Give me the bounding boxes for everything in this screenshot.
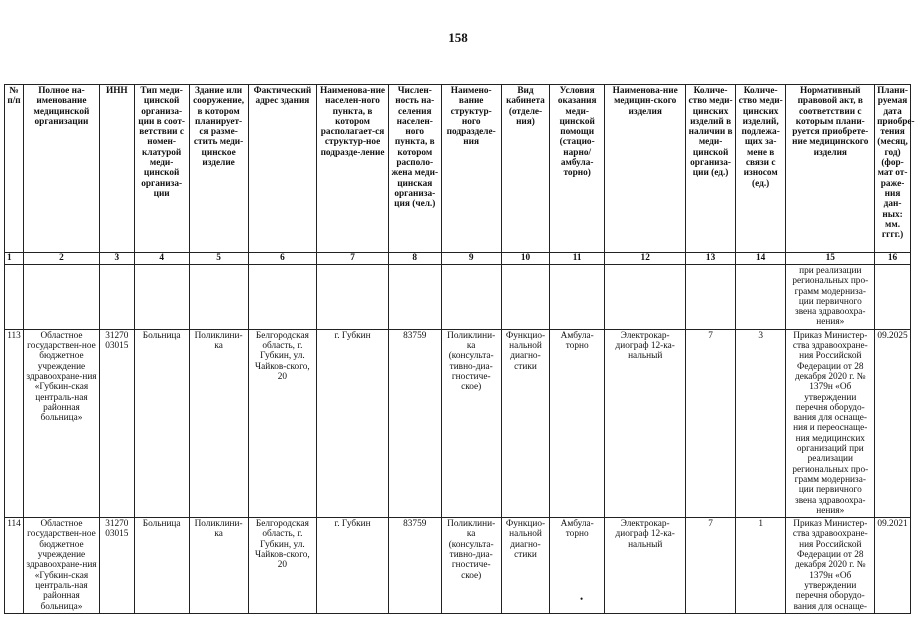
inn: 31270 03015: [99, 518, 134, 614]
column-number: 5: [189, 253, 248, 265]
scan-speck: •: [580, 594, 584, 604]
header-cell: Полное на-именование медицинской организации: [23, 85, 99, 253]
planned-date: 09.2021: [875, 518, 911, 614]
header-cell: Наименова-ние населен-ного пункта, в котором располагает-ся структур-ное подразде-ление: [317, 85, 389, 253]
settlement: г. Губкин: [317, 518, 389, 614]
table-row: [5, 329, 911, 517]
qty-replace: 1: [735, 518, 786, 614]
column-number: 15: [786, 253, 875, 265]
inn: 31270 03015: [99, 329, 134, 517]
building: Поликлини-ка: [189, 518, 248, 614]
column-number-row: [5, 253, 911, 265]
unit: Поликлини-ка (консульта-тивно-диа-гностиче-ское): [441, 518, 501, 614]
population: 83759: [388, 329, 441, 517]
column-number: 9: [441, 253, 501, 265]
org-name: Областное государствен-ное бюджетное учреждение здравоохране-ния «Губкин-ская централь-ная районная больница»: [23, 329, 99, 517]
unit: Поликлини-ка (консульта-тивно-диа-гностиче-ское): [441, 329, 501, 517]
conditions: Амбула-торно: [550, 518, 605, 614]
column-number: 4: [134, 253, 189, 265]
column-number: 7: [317, 253, 389, 265]
header-cell: № п/п: [5, 85, 24, 253]
header-cell: Наимено-вание структур-ного подразделе-ния: [441, 85, 501, 253]
header-cell: ИНН: [99, 85, 134, 253]
header-cell: Фактический адрес здания: [248, 85, 317, 253]
org-type: Больница: [134, 518, 189, 614]
org-type: Больница: [134, 329, 189, 517]
settlement: г. Губкин: [317, 329, 389, 517]
continuation-row: [5, 265, 911, 330]
header-cell: Тип меди-цинской организа-ции в соот-ветствии с номен-клатурой меди-цинской организа-ции: [134, 85, 189, 253]
column-number: 6: [248, 253, 317, 265]
qty-available: 7: [686, 518, 736, 614]
column-number: 8: [388, 253, 441, 265]
header-cell: Наименова-ние медицин-ского изделия: [605, 85, 686, 253]
cabinet: Функцио-нальной диагно-стики: [501, 518, 550, 614]
header-cell: Количе-ство меди-цинских изделий, подлежа-щих за-мене в связи с износом (ед.): [735, 85, 786, 253]
header-cell: Числен-ность на-селения населен-ного пункта, в котором располо-жена меди-цинская организа-ция (чел.): [388, 85, 441, 253]
column-number: 14: [735, 253, 786, 265]
column-number: 11: [550, 253, 605, 265]
table-row: [5, 518, 911, 614]
equipment-table: [4, 84, 915, 614]
column-number: 2: [23, 253, 99, 265]
header-row: [5, 85, 911, 253]
header-cell: Условия оказания меди-цинской помощи (стацио-нарно/ амбула-торно): [550, 85, 605, 253]
conditions: Амбула-торно: [550, 329, 605, 517]
row-number: 114: [5, 518, 24, 614]
column-number: 13: [686, 253, 736, 265]
column-number: 16: [875, 253, 911, 265]
qty-replace: 3: [735, 329, 786, 517]
building: Поликлини-ка: [189, 329, 248, 517]
header-cell: Плани-руемая дата приобре-тения (месяц, год) (фор-мат от-раже-ния дан-ных: мм. гггг.): [875, 85, 911, 253]
header-cell: Вид кабинета (отделе-ния): [501, 85, 550, 253]
legal-act: Приказ Министер-ства здравоохране-ния Российской Федерации от 28 декабря 2020 г. № 1379н «Об утверждении перечня оборудо-вания для оснаще-ния и переоснаще-ния медицинских организаций при реализации региональных про-грамм модерниза-ции первичного звена здравоохра-нения»: [786, 329, 875, 517]
address: Белгородская область, г. Губкин, ул. Чайков-ского, 20: [248, 518, 317, 614]
device: Электрокар-диограф 12-ка-нальный: [605, 518, 686, 614]
row-number: 113: [5, 329, 24, 517]
qty-available: 7: [686, 329, 736, 517]
header-cell: Нормативный правовой акт, в соответствии с которым плани-руется приобрете-ние медицинского изделия: [786, 85, 875, 253]
column-number: 10: [501, 253, 550, 265]
header-cell: Количе-ство меди-цинских изделий в наличии в меди-цинской организа-ции (ед.): [686, 85, 736, 253]
page-number: 158: [448, 30, 468, 45]
population: 83759: [388, 518, 441, 614]
continuation-text: при реализации региональных про-грамм модерниза-ции первичного звена здравоохра-нения»: [786, 265, 875, 330]
cabinet: Функцио-нальной диагно-стики: [501, 329, 550, 517]
column-number: 1: [5, 253, 24, 265]
column-number: 12: [605, 253, 686, 265]
planned-date: 09.2025: [875, 329, 911, 517]
header-cell: Здание или сооружение, в котором планирует-ся разме-стить меди-цинское изделие: [189, 85, 248, 253]
device: Электрокар-диограф 12-ка-нальный: [605, 329, 686, 517]
address: Белгородская область, г. Губкин, ул. Чайков-ского, 20: [248, 329, 317, 517]
org-name: Областное государствен-ное бюджетное учреждение здравоохране-ния «Губкин-ская централь-ная районная больница»: [23, 518, 99, 614]
legal-act: Приказ Министер-ства здравоохране-ния Российской Федерации от 28 декабря 2020 г. № 1379н «Об утверждении перечня оборудо-вания для оснаще-: [786, 518, 875, 614]
column-number: 3: [99, 253, 134, 265]
